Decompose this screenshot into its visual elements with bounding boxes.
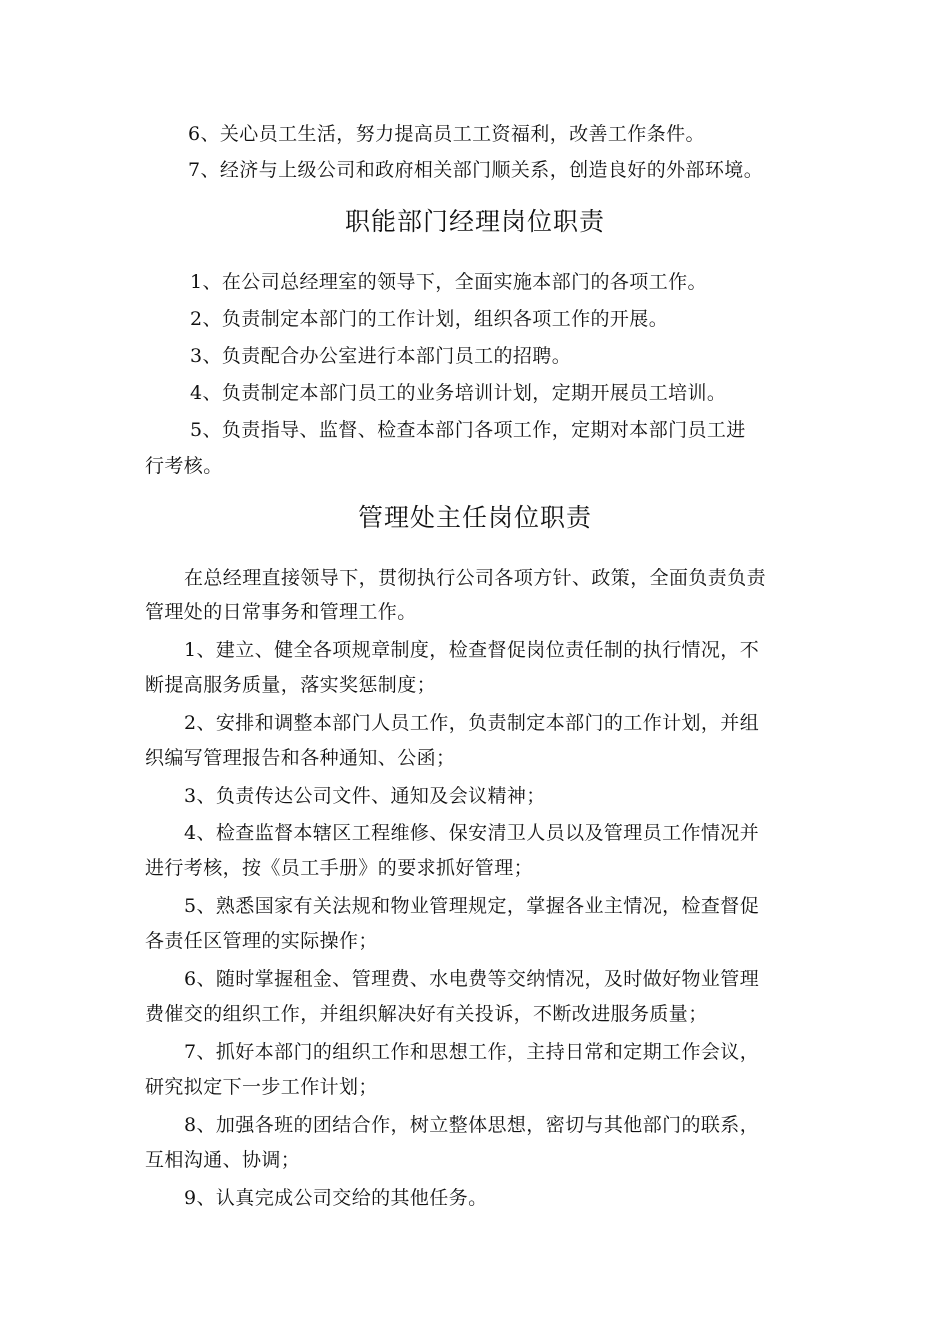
section-title-property-office-director: 管理处主任岗位职责 — [357, 503, 592, 532]
list-item: 3、负责配合办公室进行本部门员工的招聘。 — [190, 345, 572, 367]
paragraph-line: 进行考核，按《员工手册》的要求抓好管理； — [145, 857, 534, 879]
paragraph-line: 4、检查监督本辖区工程维修、保安清卫人员以及管理员工作情况并 — [184, 822, 760, 844]
paragraph-line: 费催交的组织工作，并组织解决好有关投诉，不断改进服务质量； — [145, 1003, 708, 1025]
paragraph-line: 断提高服务质量，落实奖惩制度； — [145, 674, 437, 696]
duty-item-7: 7、经济与上级公司和政府相关部门顺关系，创造良好的外部环境。 — [188, 159, 764, 181]
duty-item-6: 6、关心员工生活，努力提高员工工资福利，改善工作条件。 — [188, 123, 705, 145]
paragraph-line: 8、加强各班的团结合作，树立整体思想，密切与其他部门的联系， — [184, 1114, 760, 1136]
paragraph-line: 3、负责传达公司文件、通知及会议精神； — [184, 785, 546, 807]
paragraph-line: 各责任区管理的实际操作； — [145, 930, 378, 952]
paragraph-line: 研究拟定下一步工作计划； — [145, 1076, 378, 1098]
paragraph-line: 互相沟通、协调； — [145, 1149, 301, 1171]
list-item-continuation: 行考核。 — [145, 455, 223, 477]
paragraph-line: 2、安排和调整本部门人员工作，负责制定本部门的工作计划，并组 — [184, 712, 760, 734]
section-title-department-manager: 职能部门经理岗位职责 — [344, 207, 605, 236]
list-item: 2、负责制定本部门的工作计划，组织各项工作的开展。 — [190, 308, 669, 330]
list-item: 1、在公司总经理室的领导下，全面实施本部门的各项工作。 — [190, 271, 707, 293]
paragraph-line: 在总经理直接领导下，贯彻执行公司各项方针、政策，全面负责负责 — [184, 567, 767, 589]
paragraph-line: 5、熟悉国家有关法规和物业管理规定，掌握各业主情况，检查督促 — [184, 895, 760, 917]
paragraph-line: 6、随时掌握租金、管理费、水电费等交纳情况，及时做好物业管理 — [184, 968, 760, 990]
list-item: 4、负责制定本部门员工的业务培训计划，定期开展员工培训。 — [190, 382, 727, 404]
paragraph-line: 管理处的日常事务和管理工作。 — [145, 601, 417, 623]
list-item: 5、负责指导、监督、检查本部门各项工作，定期对本部门员工进 — [190, 419, 746, 441]
paragraph-line: 7、抓好本部门的组织工作和思想工作，主持日常和定期工作会议， — [184, 1041, 760, 1063]
paragraph-line: 织编写管理报告和各种通知、公函； — [145, 747, 456, 769]
paragraph-line: 1、建立、健全各项规章制度，检查督促岗位责任制的执行情况，不 — [184, 639, 760, 661]
paragraph-line: 9、认真完成公司交给的其他任务。 — [184, 1187, 488, 1209]
